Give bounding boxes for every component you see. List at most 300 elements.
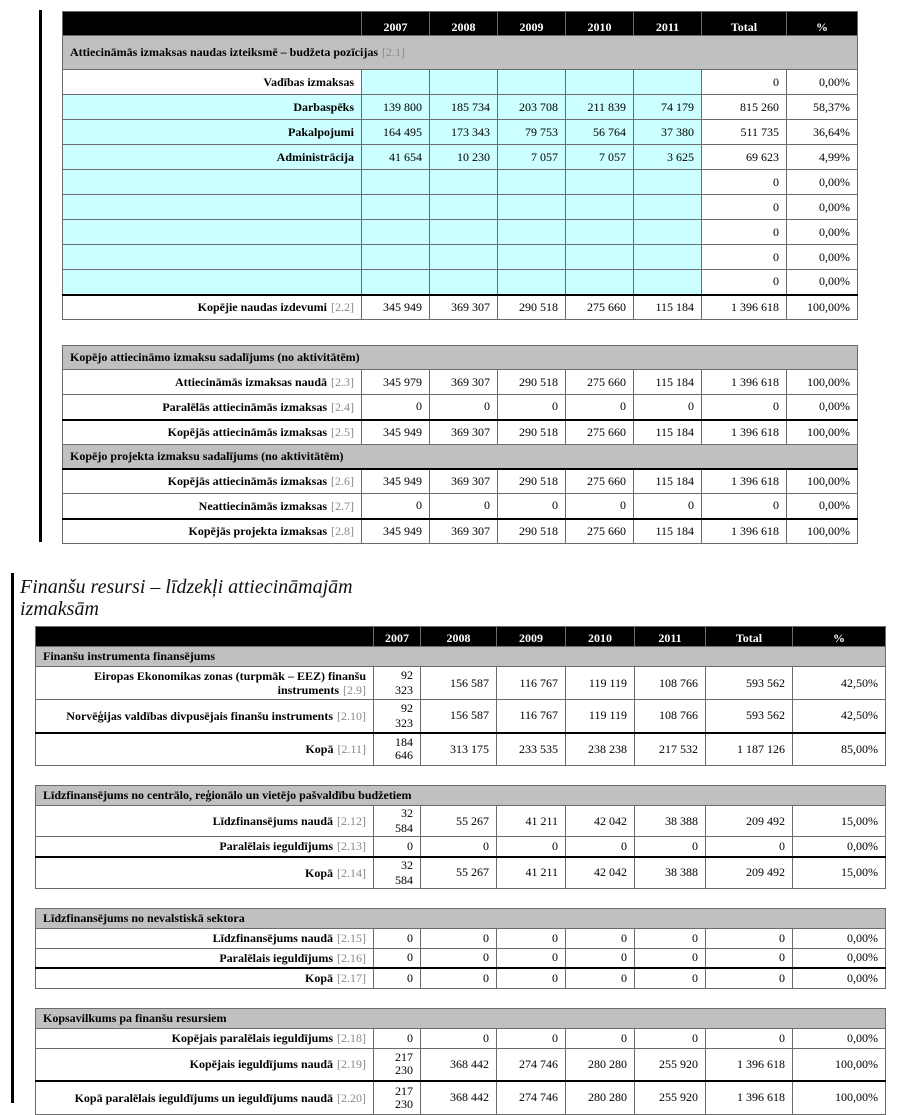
value-cell-2009[interactable]: [498, 245, 566, 270]
value-cell-2008[interactable]: [430, 220, 498, 245]
reference-code: [2.15]: [337, 931, 366, 945]
reference-code: [2.8]: [331, 524, 354, 539]
value-cell-2007[interactable]: [362, 220, 430, 245]
value-cell-2008: 156 587: [421, 700, 497, 733]
value-cell-2011[interactable]: [634, 270, 702, 295]
row-label-text: Kopējās attiecināmās izmaksas: [167, 474, 327, 489]
value-cell-2010: 275 660: [566, 469, 634, 494]
value-cell-2007[interactable]: 164 495: [362, 120, 430, 145]
value-cell-total: 209 492: [706, 857, 793, 889]
value-cell-total: 0: [706, 1028, 793, 1048]
value-cell-percent: 100,00%: [787, 519, 858, 544]
section-title: [63, 445, 858, 469]
project-breakdown-row: [63, 469, 858, 494]
value-cell-percent: 100,00%: [787, 295, 858, 320]
value-cell-total: 0: [702, 70, 787, 95]
value-cell-2007: 184 646: [374, 733, 421, 766]
row-label: [63, 220, 362, 245]
value-cell-percent: 100,00%: [787, 469, 858, 494]
spacer-row: [63, 320, 858, 346]
value-cell-percent: 0,00%: [787, 395, 858, 420]
group-total-row: [36, 733, 886, 766]
value-cell-total: 0: [702, 395, 787, 420]
row-label-text: Vadības izmaksas: [263, 75, 354, 89]
reference-code: [2.18]: [337, 1031, 366, 1045]
value-cell-2011: 0: [635, 837, 706, 857]
column-header-2009: 2009: [498, 12, 566, 36]
value-cell-2010: 238 238: [566, 733, 635, 766]
breakdown-row: [63, 420, 858, 445]
value-cell-2009: 0: [497, 968, 566, 988]
column-header-2011: 2011: [634, 12, 702, 36]
value-cell-2011: 115 184: [634, 370, 702, 395]
value-cell-2010: 275 660: [566, 370, 634, 395]
funding-row: [36, 1028, 886, 1048]
value-cell-percent: 0,00%: [787, 195, 858, 220]
value-cell-2011: 115 184: [634, 295, 702, 320]
row-label-text: Darbaspēks: [293, 100, 354, 114]
value-cell-2010: 42 042: [566, 806, 635, 837]
spacer-cell: [36, 888, 886, 908]
financial-resources-table: [35, 626, 886, 1115]
value-cell-percent: 0,00%: [793, 968, 886, 988]
row-label: [36, 1048, 374, 1081]
column-header-2011: 2011: [635, 627, 706, 647]
value-cell-2010[interactable]: [566, 70, 634, 95]
column-header-2007: 2007: [362, 12, 430, 36]
section-title-text: Līdzfinansējums no nevalstiskā sektora: [43, 910, 245, 925]
value-cell-2007: 92 323: [374, 667, 421, 700]
value-cell-2011: 38 388: [635, 857, 706, 889]
funding-row: [36, 948, 886, 968]
column-header-2007: 2007: [374, 627, 421, 647]
value-cell-2011[interactable]: [634, 220, 702, 245]
reference-code: [2.12]: [337, 814, 366, 828]
section-title-text: Kopsavilkums pa finanšu resursiem: [43, 1010, 227, 1025]
value-cell-2009: 116 767: [497, 700, 566, 733]
value-cell-2011: 0: [635, 928, 706, 948]
value-cell-2009[interactable]: [498, 270, 566, 295]
value-cell-2009: 0: [497, 948, 566, 968]
value-cell-2011: 0: [635, 968, 706, 988]
spacer-cell: [63, 320, 858, 346]
value-cell-2011: 115 184: [634, 420, 702, 445]
group-total-row: [36, 1081, 886, 1114]
value-cell-total: 0: [706, 948, 793, 968]
value-cell-2009: 274 746: [497, 1081, 566, 1114]
section-header-row: [63, 445, 858, 469]
section-header-row: [36, 786, 886, 806]
row-label: [36, 968, 374, 988]
value-cell-2007: 345 949: [362, 469, 430, 494]
value-cell-percent: 58,37%: [787, 95, 858, 120]
value-cell-total: 0: [702, 220, 787, 245]
value-cell-2010[interactable]: [566, 170, 634, 195]
value-cell-2008[interactable]: [430, 70, 498, 95]
total-row: [63, 295, 858, 320]
value-cell-2008: 0: [421, 968, 497, 988]
value-cell-2009: 290 518: [498, 420, 566, 445]
reference-code: [2.11]: [337, 742, 366, 757]
value-cell-total: 1 396 618: [706, 1048, 793, 1081]
value-cell-2011[interactable]: 3 625: [634, 145, 702, 170]
value-cell-2011: 217 532: [635, 733, 706, 766]
value-cell-2007: 345 979: [362, 370, 430, 395]
spacer-cell: [36, 766, 886, 786]
row-label-text: Kopā: [305, 742, 334, 757]
value-cell-2010: 0: [566, 494, 634, 519]
value-cell-2011: 108 766: [635, 667, 706, 700]
reference-code: [2.6]: [331, 474, 354, 489]
value-cell-total: 511 735: [702, 120, 787, 145]
row-label: [63, 245, 362, 270]
value-cell-percent: 0,00%: [793, 1028, 886, 1048]
reference-code: [2.13]: [337, 839, 366, 854]
value-cell-2007[interactable]: 41 654: [362, 145, 430, 170]
column-header-2008: 2008: [430, 12, 498, 36]
row-label: [63, 494, 362, 519]
reference-code: [2.5]: [331, 425, 354, 440]
value-cell-2010: 280 280: [566, 1081, 635, 1114]
spacer-row: [36, 766, 886, 786]
value-cell-2011: 255 920: [635, 1081, 706, 1114]
row-label: [36, 667, 374, 700]
section-header-row: [36, 1008, 886, 1028]
value-cell-2010: 119 119: [566, 700, 635, 733]
section-title: [36, 1008, 886, 1028]
row-label: [63, 170, 362, 195]
value-cell-2007: 0: [374, 1028, 421, 1048]
value-cell-2007[interactable]: [362, 245, 430, 270]
row-label: [63, 469, 362, 494]
row-label: [63, 420, 362, 445]
value-cell-2008: 369 307: [430, 295, 498, 320]
header-blank: [36, 627, 374, 647]
value-cell-2011: 0: [634, 395, 702, 420]
value-cell-2008: 0: [430, 494, 498, 519]
value-cell-total: 0: [702, 270, 787, 295]
section-title-text: Finanšu instrumenta finansējums: [43, 649, 216, 663]
row-label-text: Neattiecināmās izmaksas: [198, 498, 327, 513]
value-cell-2011[interactable]: 74 179: [634, 95, 702, 120]
value-cell-2007: 0: [374, 837, 421, 857]
value-cell-2007: 0: [362, 395, 430, 420]
value-cell-2009[interactable]: 7 057: [498, 145, 566, 170]
value-cell-total: 0: [702, 170, 787, 195]
value-cell-total: 69 623: [702, 145, 787, 170]
value-cell-2008[interactable]: [430, 245, 498, 270]
value-cell-2010: 0: [566, 1028, 635, 1048]
value-cell-2007: 345 949: [362, 295, 430, 320]
value-cell-2009: 233 535: [497, 733, 566, 766]
row-label: [63, 370, 362, 395]
column-header-row: [63, 12, 858, 36]
row-label-text: Kopējās attiecināmās izmaksas: [167, 425, 327, 440]
value-cell-2011[interactable]: [634, 195, 702, 220]
value-cell-2009: 290 518: [498, 469, 566, 494]
value-cell-2011[interactable]: 37 380: [634, 120, 702, 145]
value-cell-2010[interactable]: [566, 245, 634, 270]
value-cell-percent: 85,00%: [793, 733, 886, 766]
column-header-total: Total: [702, 12, 787, 36]
value-cell-2011: 115 184: [634, 519, 702, 544]
row-label: [63, 145, 362, 170]
value-cell-percent: 4,99%: [787, 145, 858, 170]
row-label-text: Pakalpojumi: [287, 125, 354, 139]
value-cell-percent: 0,00%: [793, 928, 886, 948]
value-cell-percent: 42,50%: [793, 667, 886, 700]
value-cell-2007[interactable]: [362, 270, 430, 295]
value-cell-2009: 0: [497, 1028, 566, 1048]
reference-code: [2.4]: [331, 399, 354, 414]
value-cell-2010: 0: [566, 948, 635, 968]
row-label: [63, 295, 362, 320]
value-cell-2009[interactable]: [498, 195, 566, 220]
reference-code: [2.20]: [337, 1090, 366, 1105]
row-label-text: Kopējais ieguldījums naudā: [189, 1057, 333, 1072]
value-cell-total: 1 396 618: [702, 295, 787, 320]
value-cell-total: 1 396 618: [702, 519, 787, 544]
value-cell-percent: 0,00%: [787, 170, 858, 195]
value-cell-2008[interactable]: [430, 195, 498, 220]
value-cell-2010: 0: [566, 928, 635, 948]
value-cell-2008: 0: [421, 948, 497, 968]
value-cell-2010: 0: [566, 395, 634, 420]
section-title-text: Attiecināmās izmaksas naudas izteiksmē – budžeta pozīcijas: [70, 45, 378, 59]
reference-code: [2.17]: [337, 971, 366, 986]
value-cell-percent: 15,00%: [793, 857, 886, 889]
value-cell-2010[interactable]: [566, 270, 634, 295]
value-cell-percent: 0,00%: [787, 270, 858, 295]
value-cell-percent: 36,64%: [787, 120, 858, 145]
row-label: [63, 395, 362, 420]
row-label: [36, 733, 374, 766]
section-title-text: Kopējo projekta izmaksu sadalījums (no aktivitātēm): [70, 448, 344, 463]
attributable-costs-table: [62, 11, 858, 544]
reference-code: [2.7]: [331, 498, 354, 513]
row-label-text: Līdzfinansējums naudā: [212, 931, 333, 945]
reference-code: [2.16]: [337, 950, 366, 965]
row-label: [36, 806, 374, 837]
value-cell-2007[interactable]: [362, 195, 430, 220]
spacer-row: [36, 988, 886, 1008]
value-cell-2008: 313 175: [421, 733, 497, 766]
value-cell-2008: 368 442: [421, 1081, 497, 1114]
value-cell-2008: 0: [421, 1028, 497, 1048]
value-cell-2009[interactable]: 79 753: [498, 120, 566, 145]
project-breakdown-row: [63, 519, 858, 544]
row-label-text: Kopējie naudas izdevumi: [197, 300, 327, 315]
value-cell-2010[interactable]: [566, 195, 634, 220]
value-cell-2011: 108 766: [635, 700, 706, 733]
section-header-row: [63, 346, 858, 370]
section-header-row: [63, 36, 858, 70]
value-cell-2009[interactable]: [498, 220, 566, 245]
value-cell-2010[interactable]: 56 764: [566, 120, 634, 145]
funding-row: [36, 1048, 886, 1081]
section-title-text: Līdzfinansējums no centrālo, reģionālo un vietējo pašvaldību budžetiem: [43, 788, 412, 802]
value-cell-2007: 345 949: [362, 519, 430, 544]
row-label-text: Administrācija: [276, 150, 354, 164]
value-cell-2011: 0: [635, 1028, 706, 1048]
reference-code: [2.2]: [331, 300, 354, 315]
value-cell-2011: 0: [634, 494, 702, 519]
value-cell-percent: 0,00%: [787, 245, 858, 270]
value-cell-2009: 41 211: [497, 806, 566, 837]
value-cell-2007: 0: [374, 928, 421, 948]
value-cell-2010: 275 660: [566, 420, 634, 445]
value-cell-2008: 368 442: [421, 1048, 497, 1081]
section-title-text: Kopējo attiecināmo izmaksu sadalījums (no aktivitātēm): [70, 350, 360, 364]
value-cell-2007: 32 584: [374, 857, 421, 889]
row-label: [36, 1081, 374, 1114]
row-label: [36, 928, 374, 948]
value-cell-2009[interactable]: 203 708: [498, 95, 566, 120]
value-cell-2008: 369 307: [430, 420, 498, 445]
margin-bar-top: [39, 10, 42, 542]
row-label-text: Līdzfinansējums naudā: [212, 814, 333, 828]
value-cell-percent: 15,00%: [793, 806, 886, 837]
value-cell-2008: 0: [421, 837, 497, 857]
value-cell-2010[interactable]: 7 057: [566, 145, 634, 170]
value-cell-2008[interactable]: [430, 270, 498, 295]
value-cell-2008: 0: [421, 928, 497, 948]
value-cell-2008[interactable]: 10 230: [430, 145, 498, 170]
value-cell-percent: 0,00%: [793, 837, 886, 857]
value-cell-2010[interactable]: [566, 220, 634, 245]
value-cell-total: 593 562: [706, 700, 793, 733]
column-header-2008: 2008: [421, 627, 497, 647]
value-cell-2010: 280 280: [566, 1048, 635, 1081]
column-header-2009: 2009: [497, 627, 566, 647]
value-cell-2009: 116 767: [497, 667, 566, 700]
spacer-row: [36, 888, 886, 908]
row-label-text: Eiropas Ekonomikas zonas (turpmāk – EEZ) finanšu instruments: [94, 669, 366, 697]
section-header-row: [36, 647, 886, 667]
value-cell-2007: 345 949: [362, 420, 430, 445]
value-cell-2009: 290 518: [498, 295, 566, 320]
value-cell-total: 0: [702, 494, 787, 519]
row-label-text: Kopējais paralēlais ieguldījums: [171, 1031, 333, 1045]
column-header-percent: %: [787, 12, 858, 36]
value-cell-2008[interactable]: 173 343: [430, 120, 498, 145]
row-label: [63, 95, 362, 120]
row-label-text: Paralēlais ieguldījums: [219, 839, 333, 854]
value-cell-2009: 0: [497, 928, 566, 948]
section-title: [36, 908, 886, 928]
value-cell-2009: 274 746: [497, 1048, 566, 1081]
value-cell-2007: 217 230: [374, 1048, 421, 1081]
value-cell-2011[interactable]: [634, 245, 702, 270]
value-cell-total: 1 396 618: [702, 420, 787, 445]
value-cell-2011[interactable]: [634, 70, 702, 95]
section-title: [63, 36, 858, 70]
row-label: [63, 270, 362, 295]
row-label-text: Norvēģijas valdības divpusējais finanšu instruments: [66, 708, 333, 723]
value-cell-2010: 42 042: [566, 857, 635, 889]
value-cell-2008: 55 267: [421, 806, 497, 837]
value-cell-2008: 156 587: [421, 667, 497, 700]
value-cell-total: 0: [706, 968, 793, 988]
row-label-text: Kopā paralēlais ieguldījums un ieguldījums naudā: [74, 1090, 333, 1105]
value-cell-percent: 0,00%: [787, 220, 858, 245]
reference-code: [2.19]: [337, 1057, 366, 1072]
row-label: [36, 1028, 374, 1048]
row-label: [36, 700, 374, 733]
value-cell-percent: 100,00%: [793, 1048, 886, 1081]
funding-row: [36, 806, 886, 837]
section-header-row: [36, 908, 886, 928]
value-cell-total: 0: [702, 245, 787, 270]
value-cell-total: 0: [702, 195, 787, 220]
reference-code: [2.3]: [331, 375, 354, 389]
value-cell-percent: 42,50%: [793, 700, 886, 733]
value-cell-percent: 0,00%: [787, 494, 858, 519]
row-label: [63, 120, 362, 145]
value-cell-2009: 0: [498, 395, 566, 420]
row-label: [63, 70, 362, 95]
value-cell-2007[interactable]: [362, 70, 430, 95]
value-cell-2010: 275 660: [566, 295, 634, 320]
value-cell-percent: 100,00%: [787, 370, 858, 395]
column-header-row: [36, 627, 886, 647]
row-label: [36, 837, 374, 857]
value-cell-percent: 100,00%: [793, 1081, 886, 1114]
budget-line-row: [63, 270, 858, 295]
breakdown-row: [63, 370, 858, 395]
value-cell-2009: 290 518: [498, 519, 566, 544]
column-header-2010: 2010: [566, 627, 635, 647]
value-cell-2010: 0: [566, 968, 635, 988]
value-cell-total: 0: [706, 928, 793, 948]
value-cell-2011: 0: [635, 948, 706, 968]
value-cell-2009: 0: [498, 494, 566, 519]
value-cell-total: 815 260: [702, 95, 787, 120]
value-cell-2007[interactable]: 139 800: [362, 95, 430, 120]
section-title: [36, 786, 886, 806]
value-cell-percent: 0,00%: [787, 70, 858, 95]
row-label: [63, 195, 362, 220]
budget-line-row: [63, 70, 858, 95]
value-cell-2008: 369 307: [430, 370, 498, 395]
row-label-text: Kopā: [304, 971, 333, 986]
value-cell-percent: 0,00%: [793, 948, 886, 968]
row-label: [36, 948, 374, 968]
column-header-percent: %: [793, 627, 886, 647]
value-cell-2007: 0: [362, 494, 430, 519]
reference-code: [2.10]: [337, 708, 366, 723]
value-cell-2009: 0: [497, 837, 566, 857]
value-cell-2010[interactable]: 211 839: [566, 95, 634, 120]
budget-line-row: [63, 145, 858, 170]
value-cell-2011[interactable]: [634, 170, 702, 195]
value-cell-2008[interactable]: [430, 170, 498, 195]
budget-line-row: [63, 195, 858, 220]
row-label: [63, 519, 362, 544]
section-title: [36, 647, 886, 667]
row-label-text: Paralēlais ieguldījums: [219, 950, 333, 965]
value-cell-2007[interactable]: [362, 170, 430, 195]
value-cell-2008[interactable]: 185 734: [430, 95, 498, 120]
value-cell-2010: 0: [566, 837, 635, 857]
value-cell-2009[interactable]: [498, 70, 566, 95]
value-cell-2009[interactable]: [498, 170, 566, 195]
value-cell-total: 1 396 618: [702, 469, 787, 494]
funding-row: [36, 700, 886, 733]
row-label: [36, 857, 374, 889]
value-cell-2008: 55 267: [421, 857, 497, 889]
row-label-text: Attiecināmās izmaksas naudā: [174, 375, 327, 389]
